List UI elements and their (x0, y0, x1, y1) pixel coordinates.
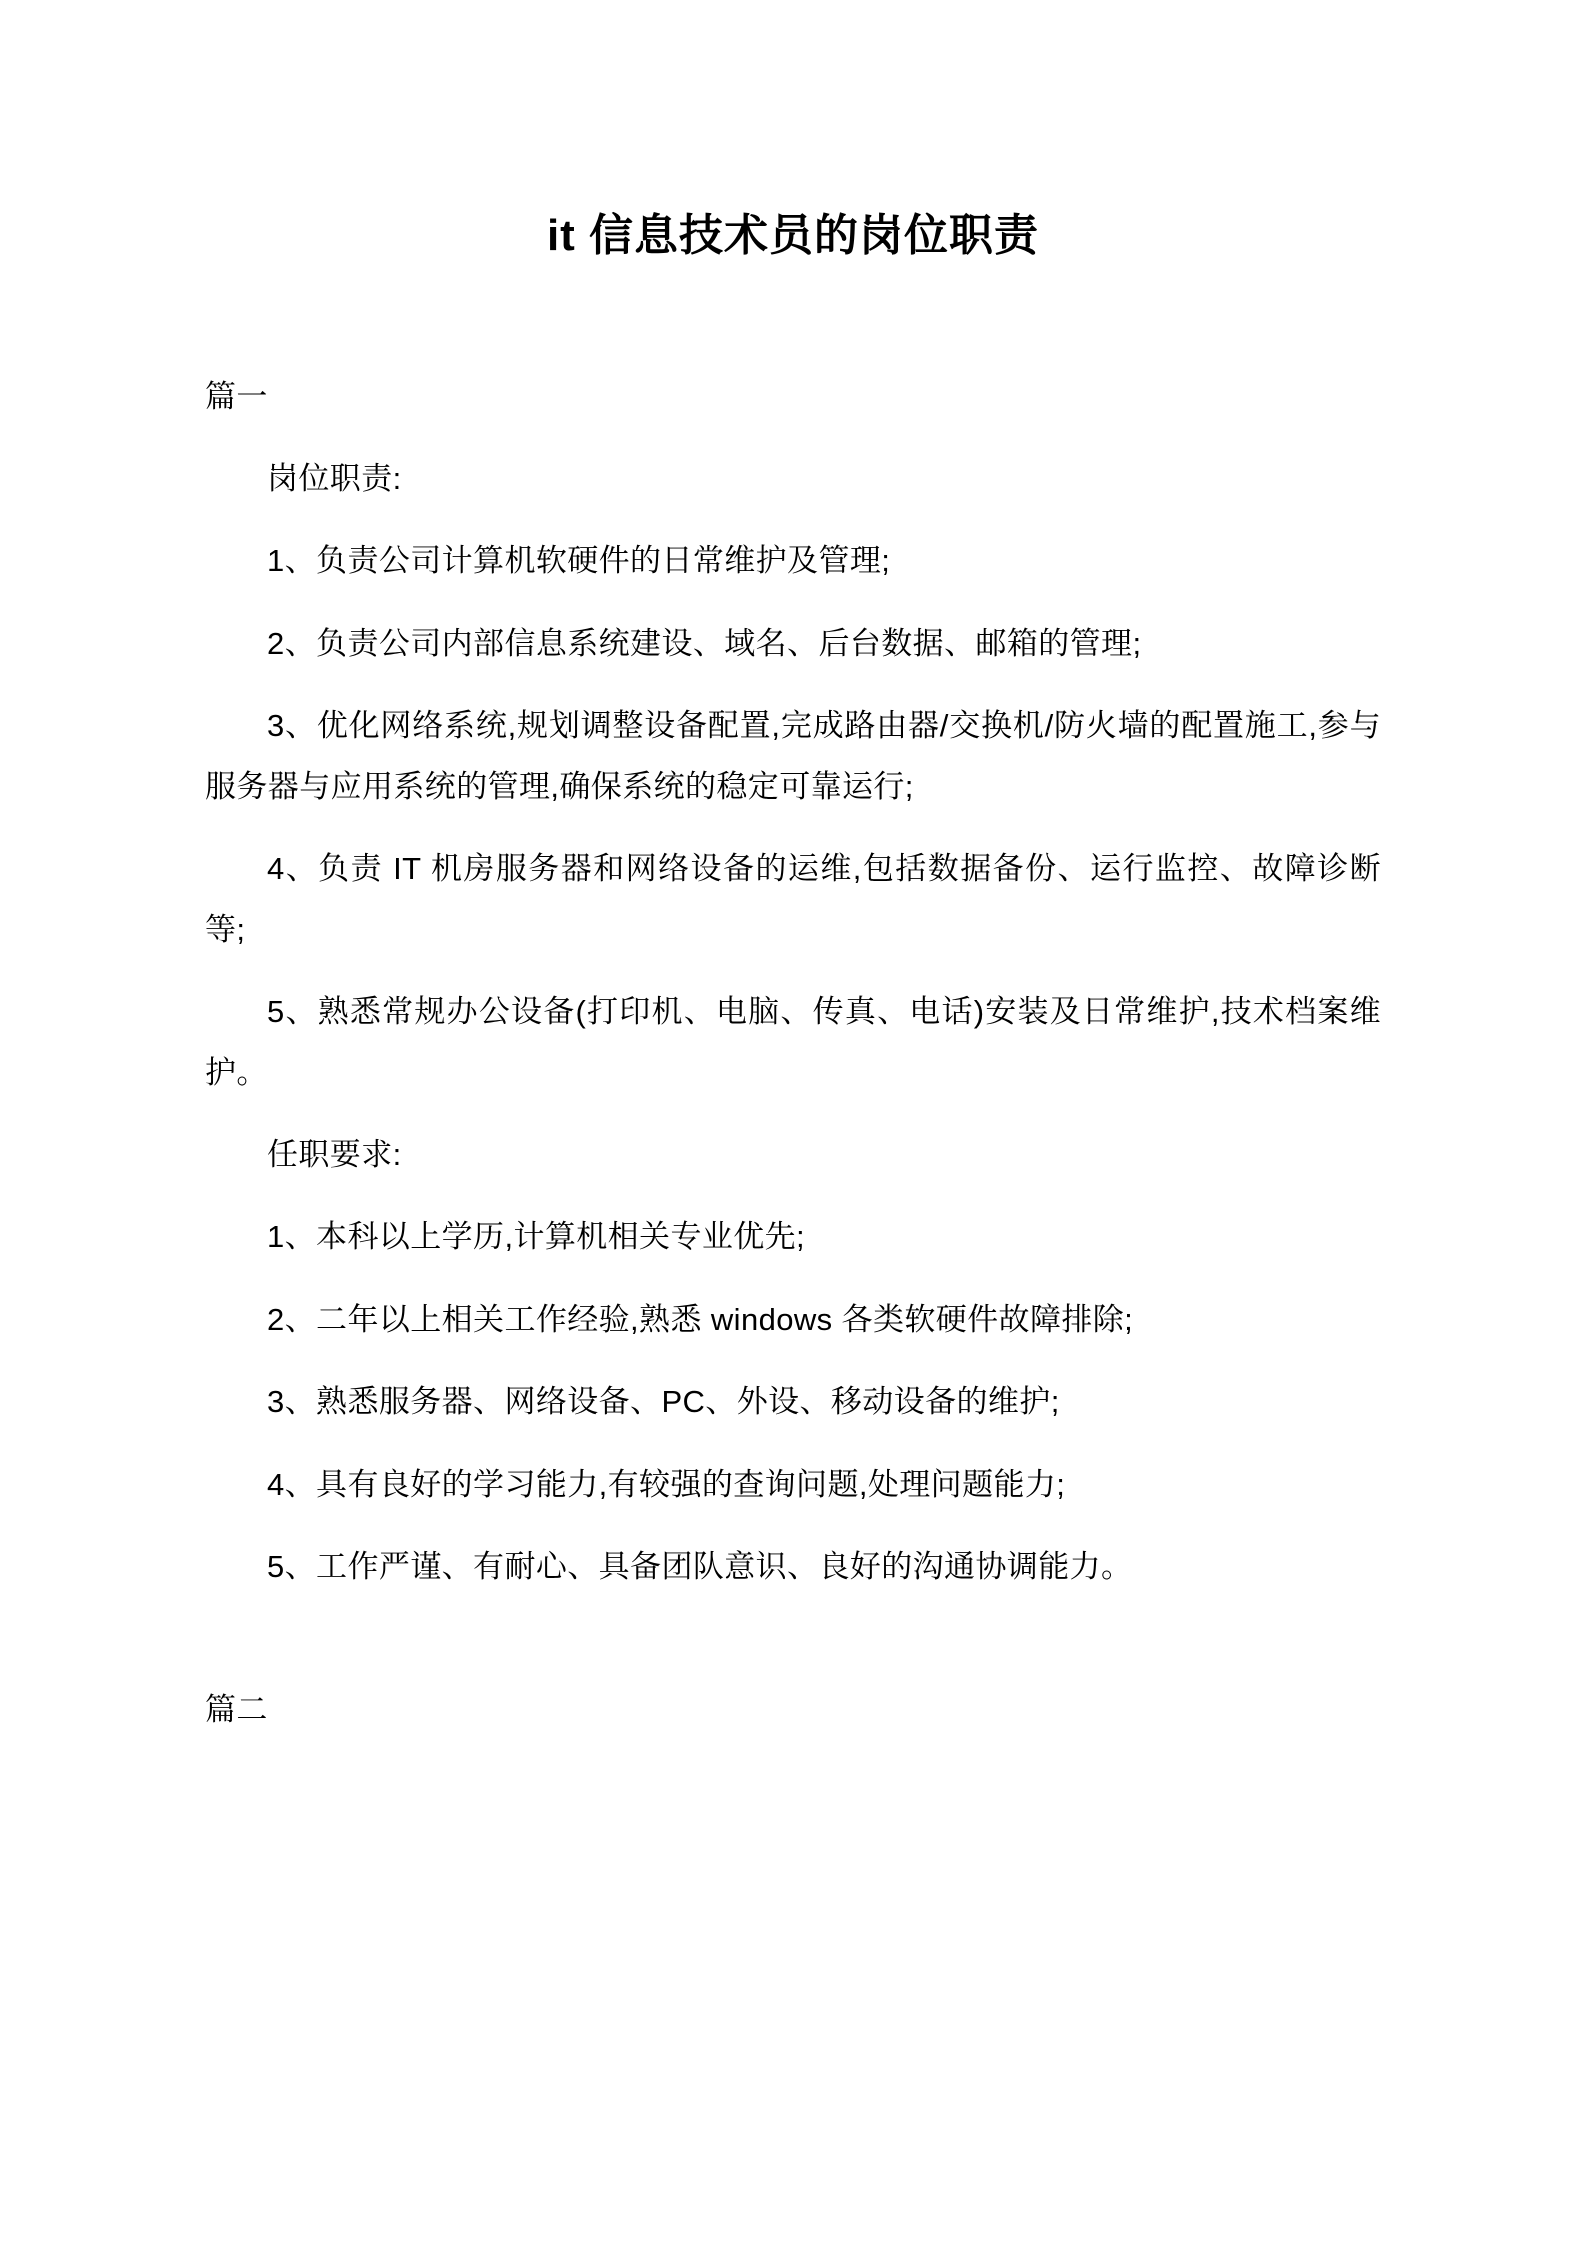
paragraph-requirement-2: 2、二年以上相关工作经验,熟悉 windows 各类软硬件故障排除; (267, 1301, 1134, 1337)
paragraph-requirements-heading: 任职要求: (267, 1136, 402, 1172)
paragraph-duty-5: 5、熟悉常规办公设备(打印机、电脑、传真、电话)安装及日常维护,技术档案维护。 (205, 994, 1381, 1090)
section-spacer (205, 1620, 1381, 1680)
paragraph-section-heading-2: 篇二 (205, 1691, 268, 1727)
paragraph-duty-1: 1、负责公司计算机软硬件的日常维护及管理; (267, 543, 891, 579)
paragraph-requirement-1: 1、本科以上学历,计算机相关专业优先; (267, 1219, 806, 1255)
page-title: it 信息技术员的岗位职责 (546, 211, 1040, 260)
paragraph-requirement-3: 3、熟悉服务器、网络设备、PC、外设、移动设备的维护; (267, 1384, 1060, 1420)
paragraph-requirement-5: 5、工作严谨、有耐心、具备团队意识、良好的沟通协调能力。 (267, 1549, 1133, 1585)
paragraph-duty-2: 2、负责公司内部信息系统建设、域名、后台数据、邮箱的管理; (267, 625, 1142, 661)
paragraph-duties-heading: 岗位职责: (267, 461, 402, 497)
document-body (205, 367, 1381, 1740)
paragraph-duty-4: 4、负责 IT 机房服务器和网络设备的运维,包括数据备份、运行监控、故障诊断等; (205, 851, 1381, 947)
paragraph-duty-3: 3、优化网络系统,规划调整设备配置,完成路由器/交换机/防火墙的配置施工,参与服务器与应用系统的管理,确保系统的稳定可靠运行; (205, 708, 1381, 804)
paragraph-requirement-4: 4、具有良好的学习能力,有较强的查询问题,处理问题能力; (267, 1466, 1066, 1502)
paragraph-section-heading-1: 篇一 (205, 378, 268, 414)
